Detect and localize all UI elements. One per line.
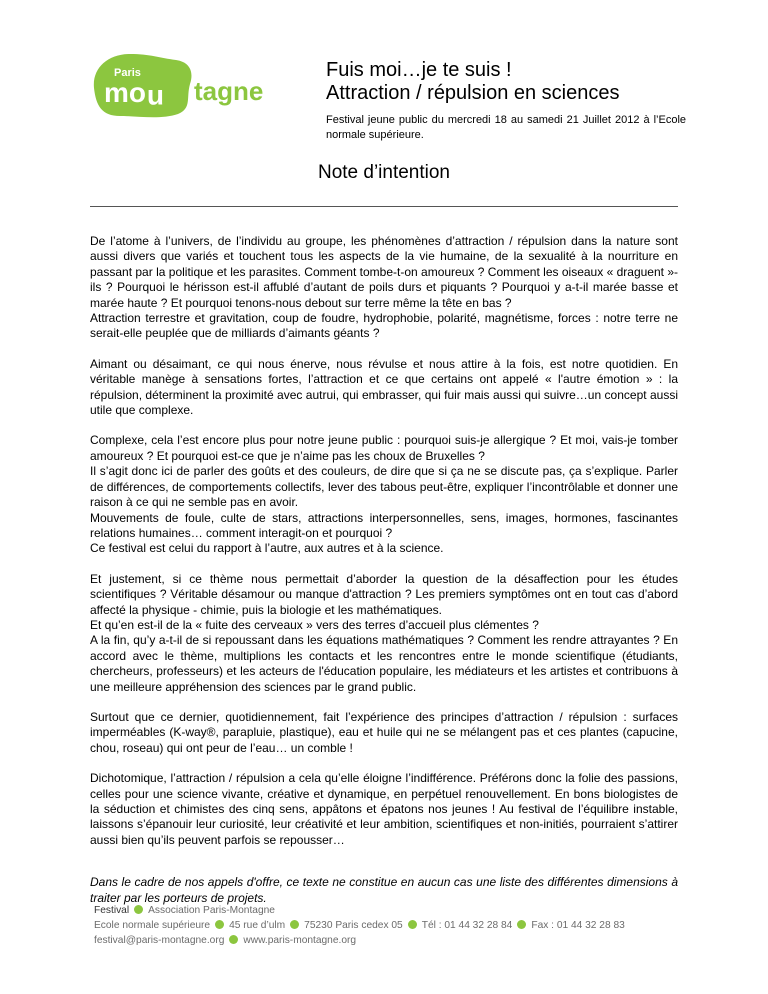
- footer-street: 45 rue d’ulm: [229, 920, 286, 931]
- footer-website[interactable]: www.paris-montagne.org: [243, 935, 357, 946]
- divider: [90, 206, 678, 207]
- logo-mo-text: mo: [104, 77, 146, 108]
- paragraph-line: De l’atome à l’univers, de l’individu au groupe, les phénomènes d’attraction / répulsion dans la nature sont aussi divers que variés et touchent tous les aspects de la vie humaine, de la sexualité à la nourriture en passant par la politique et les parasites. Comment tombe-t-on amoureux ? Comment les oiseaux « draguent »-ils ? Pourquoi le hérisson est-il affublé d’autant de poils durs et piquants ? Pourquoi y a-t-il marée basse et marée haute ? Et pourquoi tenons-nous debout sur terre même la tête en bas ?: [90, 234, 678, 310]
- bullet-dot-icon: [517, 920, 526, 929]
- footer-school: Ecole normale supérieure: [94, 920, 211, 931]
- paragraph-6: Dichotomique, l’attraction / répulsion a cela qu’elle éloigne l’indifférence. Préférons donc la folie des passions, celles pour une science vivante, créative et dynamique, en perpétuel renouvellement. En bons biologistes de la séduction et chimistes des cinq sens, appâtons et épatons nos jeunes ! Au festival de l’équilibre instable, laissons s’épanouir leur curiosité, leur créativité et leur ambition, scientifiques et non-initiés, pourraient s’attirer aussi bien qu’ils peuvent parfois se repousser…: [90, 771, 678, 847]
- paragraph-2: Aimant ou désaimant, ce qui nous énerve, nous révulse et nous attire à la fois, est notre quotidien. En véritable manège à sensations fortes, l’attraction et ce que certains ont appelé « l'autre émotion » : la répulsion, déterminent la proximité avec autrui, qui embrasser, qui fuir mais aussi qui suivre…un concept aussi utile que complexe.: [90, 356, 678, 418]
- bullet-dot-icon: [408, 920, 417, 929]
- paragraph-line: Et justement, si ce thème nous permettait d’aborder la question de la désaffection pour les études scientifiques ? Véritable désamour ou manque d'attraction ? Les premiers symptômes ont en tout cas d’abord affecté la physique - chimie, puis la biologie et les mathématiques.: [90, 571, 678, 617]
- paragraph-line: A la fin, qu’y a-t-il de si repoussant dans les équations mathématiques ? Comment les rendre attrayantes ? En accord avec le thème, multiplions les contacts et les rencontres entre le monde scientifique (étudiants, chercheurs, professeurs) et les acteurs de l'éducation populaire, les médiateurs et les artistes et contribuons à une meilleure appréhension des sciences par le grand public.: [90, 633, 678, 694]
- paragraph-1: [90, 234, 678, 342]
- paragraph-4: [90, 572, 678, 695]
- paragraph-3: [90, 433, 678, 556]
- footer-row-3: [94, 933, 674, 948]
- paragraph-line: Ce festival est celui du rapport à l’autre, aux autres et à la science.: [90, 541, 444, 556]
- footer-contact: [94, 903, 674, 948]
- logo-tagne-text: tagne: [194, 76, 264, 106]
- paris-montagne-logo: [90, 50, 280, 120]
- paragraph-line: Il s’agit donc ici de parler des goûts et des couleurs, de dire que si ça ne se discute pas, ça s’explique. Parler de différences, de comportements collectifs, lever des tabous peut-être, expliquer l’incontrôlable et donner une raison à ce qui ne semble pas en avoir.: [90, 464, 678, 510]
- document-body: [90, 234, 678, 921]
- paragraph-line: Mouvements de foule, culte de stars, attractions interpersonnelles, sens, images, hormones, fascinantes relations humaines… comment interagit-on et pourquoi ?: [90, 510, 678, 540]
- footer-row-1: [94, 903, 674, 918]
- footer-row-2: [94, 918, 674, 933]
- footer-fax: Fax : 01 44 32 28 83: [531, 920, 625, 931]
- footer-festival: Festival: [94, 905, 130, 916]
- disclaimer-paragraph: Dans le cadre de nos appels d'offre, ce texte ne constitue en aucun cas une liste des différentes dimensions à traiter par les porteurs de projets.: [90, 875, 678, 905]
- bullet-dot-icon: [290, 920, 299, 929]
- document-header: [326, 59, 686, 143]
- paragraph-line: Attraction terrestre et gravitation, coup de foudre, hydrophobie, polarité, magnétisme, forces : notre terre ne serait-elle peuplée que de milliards d’aimants géants ?: [90, 311, 678, 341]
- logo-n-text: n: [146, 84, 164, 115]
- note-title: Note d’intention: [317, 162, 451, 183]
- bullet-dot-icon: [229, 935, 238, 944]
- festival-title: Fuis moi…je te suis !: [326, 59, 512, 81]
- bullet-dot-icon: [215, 920, 224, 929]
- festival-subtitle: Attraction / répulsion en sciences: [326, 82, 620, 104]
- festival-dates: Festival jeune public du mercredi 18 au samedi 21 Juillet 2012 à l’Ecole normale supérieure.: [326, 114, 686, 141]
- footer-city: 75230 Paris cedex 05: [304, 920, 403, 931]
- logo-paris-text: Paris: [114, 67, 141, 79]
- footer-email[interactable]: festival@paris-montagne.org: [94, 935, 225, 946]
- footer-association: Association Paris-Montagne: [148, 905, 275, 916]
- paragraph-line: Et qu’en est-il de la « fuite des cerveaux » vers des terres d’accueil plus clémentes ?: [90, 617, 539, 632]
- paragraph-line: Complexe, cela l’est encore plus pour notre jeune public : pourquoi suis-je allergique ? Et moi, vais-je tomber amoureux ? Et pourquoi est-ce que je n’aime pas les choux de Bruxelles ?: [90, 433, 678, 463]
- footer-tel: Tél : 01 44 32 28 84: [421, 920, 513, 931]
- paragraph-5: Surtout que ce dernier, quotidiennement, fait l’expérience des principes d’attraction / répulsion : surfaces imperméables (K-way®, parapluie, plastique), eau et huile qui ne se mélangent pas et ces plantes (capucine, chou, roseau) qui ont peur de l’eau… un comble !: [90, 709, 678, 755]
- bullet-dot-icon: [134, 905, 143, 914]
